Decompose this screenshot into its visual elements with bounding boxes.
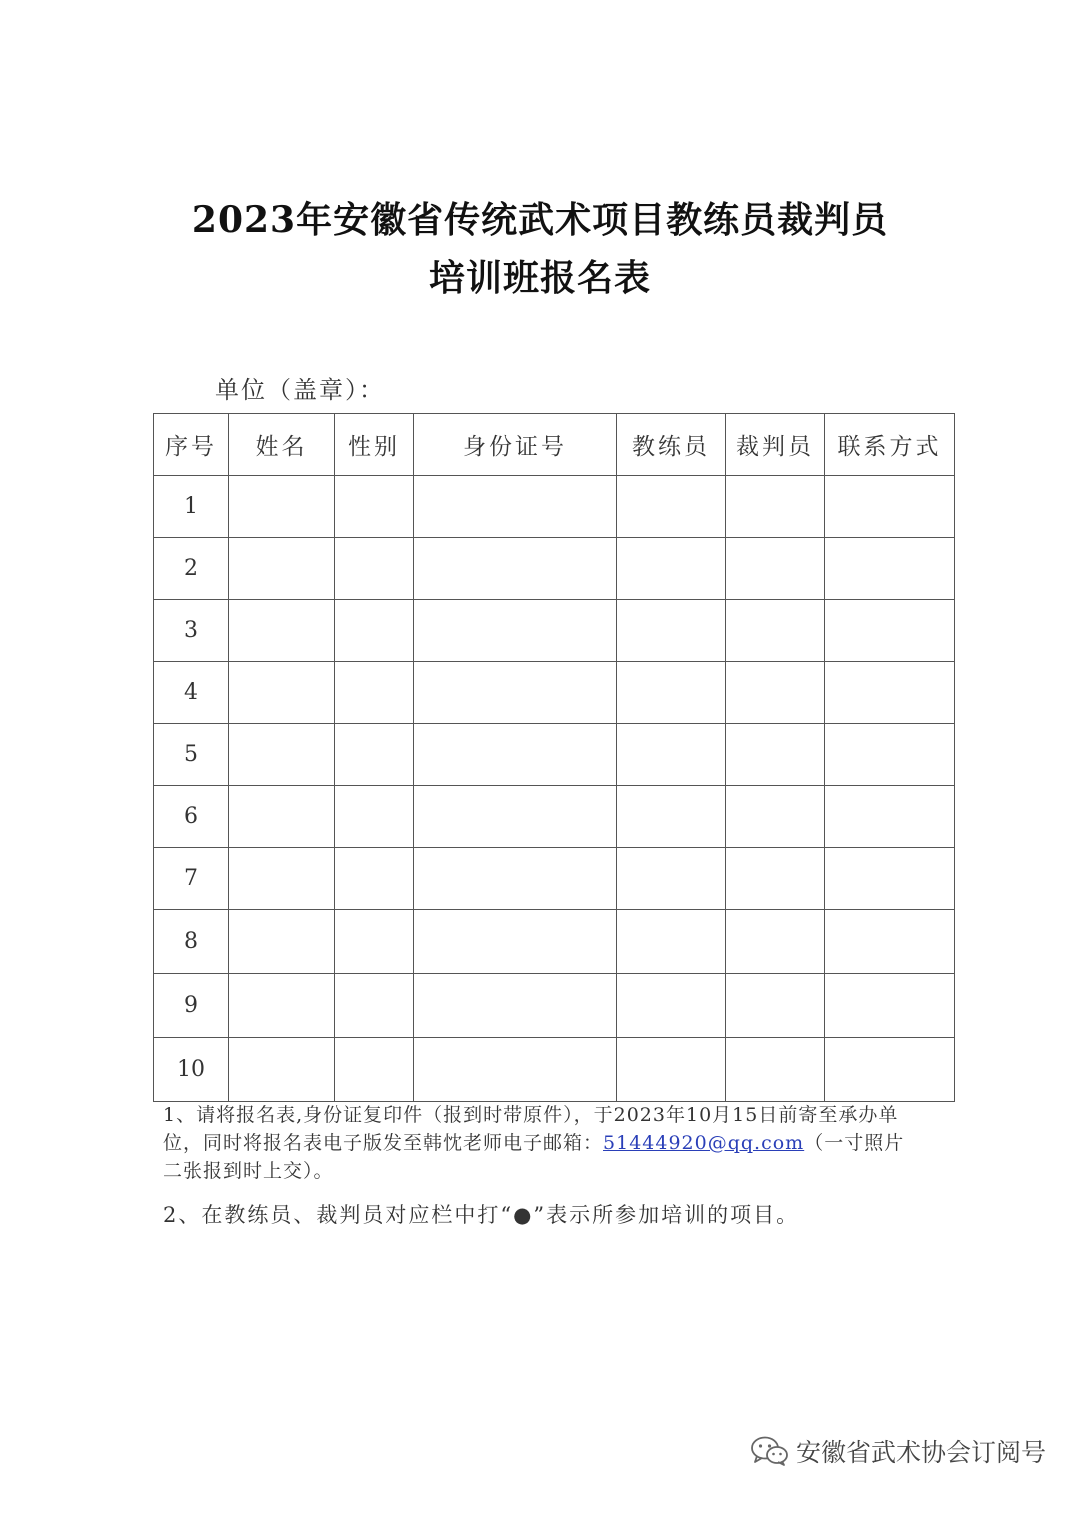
gender-cell[interactable] bbox=[335, 974, 414, 1038]
row-index: 5 bbox=[154, 724, 229, 786]
watermark-text: 安徽省武术协会订阅号 bbox=[795, 1438, 1046, 1467]
row-index: 1 bbox=[154, 476, 229, 538]
row-index: 4 bbox=[154, 662, 229, 724]
referee-cell[interactable] bbox=[726, 910, 825, 974]
table-row bbox=[154, 786, 955, 848]
name-cell[interactable] bbox=[229, 786, 335, 848]
coach-cell[interactable] bbox=[617, 974, 726, 1038]
table-row bbox=[154, 1038, 955, 1102]
id-number-cell[interactable] bbox=[414, 848, 617, 910]
note-submission-text: 1、请将报名表,身份证复印件（报到时带原件），于2023年10月15日前寄至承办单位，同时将报名表电子版发至韩忱老师电子邮箱： bbox=[163, 1104, 899, 1154]
header-referee: 裁判员 bbox=[726, 414, 825, 476]
row-index: 8 bbox=[154, 910, 229, 974]
wechat-icon bbox=[750, 1435, 790, 1467]
coach-cell[interactable] bbox=[617, 910, 726, 974]
name-cell[interactable] bbox=[229, 974, 335, 1038]
id-number-cell[interactable] bbox=[414, 662, 617, 724]
id-number-cell[interactable] bbox=[414, 1038, 617, 1102]
id-number-cell[interactable] bbox=[414, 724, 617, 786]
gender-cell[interactable] bbox=[335, 1038, 414, 1102]
coach-cell[interactable] bbox=[617, 724, 726, 786]
gender-cell[interactable] bbox=[335, 662, 414, 724]
contact-cell[interactable] bbox=[825, 600, 955, 662]
referee-cell[interactable] bbox=[726, 848, 825, 910]
contact-cell[interactable] bbox=[825, 724, 955, 786]
referee-cell[interactable] bbox=[726, 662, 825, 724]
id-number-cell[interactable] bbox=[414, 910, 617, 974]
name-cell[interactable] bbox=[229, 724, 335, 786]
referee-cell[interactable] bbox=[726, 476, 825, 538]
id-number-cell[interactable] bbox=[414, 600, 617, 662]
contact-cell[interactable] bbox=[825, 476, 955, 538]
registration-table bbox=[153, 413, 955, 1102]
document-title-line2: 培训班报名表 bbox=[428, 257, 651, 299]
note-marking-instruction: 2、在教练员、裁判员对应栏中打“●”表示所参加培训的项目。 bbox=[163, 1203, 800, 1227]
header-gender: 性别 bbox=[335, 414, 414, 476]
name-cell[interactable] bbox=[229, 1038, 335, 1102]
contact-cell[interactable] bbox=[825, 538, 955, 600]
contact-cell[interactable] bbox=[825, 974, 955, 1038]
table-row bbox=[154, 974, 955, 1038]
watermark bbox=[750, 1433, 1046, 1469]
gender-cell[interactable] bbox=[335, 600, 414, 662]
header-index: 序号 bbox=[154, 414, 229, 476]
referee-cell[interactable] bbox=[726, 600, 825, 662]
table-row bbox=[154, 910, 955, 974]
coach-cell[interactable] bbox=[617, 538, 726, 600]
gender-cell[interactable] bbox=[335, 910, 414, 974]
referee-cell[interactable] bbox=[726, 1038, 825, 1102]
document-title-line1: 2023年安徽省传统武术项目教练员裁判员 bbox=[191, 199, 889, 241]
coach-cell[interactable] bbox=[617, 848, 726, 910]
referee-cell[interactable] bbox=[726, 974, 825, 1038]
coach-cell[interactable] bbox=[617, 476, 726, 538]
header-name: 姓名 bbox=[229, 414, 335, 476]
note-submission bbox=[163, 1101, 923, 1185]
referee-cell[interactable] bbox=[726, 786, 825, 848]
table-row bbox=[154, 848, 955, 910]
name-cell[interactable] bbox=[229, 910, 335, 974]
name-cell[interactable] bbox=[229, 662, 335, 724]
header-coach: 教练员 bbox=[617, 414, 726, 476]
id-number-cell[interactable] bbox=[414, 974, 617, 1038]
unit-seal-label: 单位（盖章）： bbox=[215, 376, 385, 404]
header-id-number: 身份证号 bbox=[414, 414, 617, 476]
gender-cell[interactable] bbox=[335, 538, 414, 600]
gender-cell[interactable] bbox=[335, 476, 414, 538]
header-contact: 联系方式 bbox=[825, 414, 955, 476]
row-index: 3 bbox=[154, 600, 229, 662]
coach-cell[interactable] bbox=[617, 1038, 726, 1102]
table-header-row bbox=[154, 414, 955, 476]
email-link[interactable]: 51444920@qq.com bbox=[603, 1132, 805, 1154]
table-row bbox=[154, 662, 955, 724]
row-index: 6 bbox=[154, 786, 229, 848]
contact-cell[interactable] bbox=[825, 786, 955, 848]
coach-cell[interactable] bbox=[617, 662, 726, 724]
table-row bbox=[154, 600, 955, 662]
contact-cell[interactable] bbox=[825, 662, 955, 724]
contact-cell[interactable] bbox=[825, 1038, 955, 1102]
gender-cell[interactable] bbox=[335, 724, 414, 786]
row-index: 7 bbox=[154, 848, 229, 910]
name-cell[interactable] bbox=[229, 600, 335, 662]
coach-cell[interactable] bbox=[617, 786, 726, 848]
name-cell[interactable] bbox=[229, 476, 335, 538]
name-cell[interactable] bbox=[229, 848, 335, 910]
name-cell[interactable] bbox=[229, 538, 335, 600]
referee-cell[interactable] bbox=[726, 538, 825, 600]
table-row bbox=[154, 538, 955, 600]
row-index: 2 bbox=[154, 538, 229, 600]
contact-cell[interactable] bbox=[825, 910, 955, 974]
gender-cell[interactable] bbox=[335, 786, 414, 848]
id-number-cell[interactable] bbox=[414, 786, 617, 848]
referee-cell[interactable] bbox=[726, 724, 825, 786]
gender-cell[interactable] bbox=[335, 848, 414, 910]
id-number-cell[interactable] bbox=[414, 538, 617, 600]
note-photo-text: （一寸照片二张报到时上交）。 bbox=[163, 1132, 905, 1182]
table-row bbox=[154, 724, 955, 786]
row-index: 9 bbox=[154, 974, 229, 1038]
id-number-cell[interactable] bbox=[414, 476, 617, 538]
table-row bbox=[154, 476, 955, 538]
row-index: 10 bbox=[154, 1038, 229, 1102]
coach-cell[interactable] bbox=[617, 600, 726, 662]
contact-cell[interactable] bbox=[825, 848, 955, 910]
